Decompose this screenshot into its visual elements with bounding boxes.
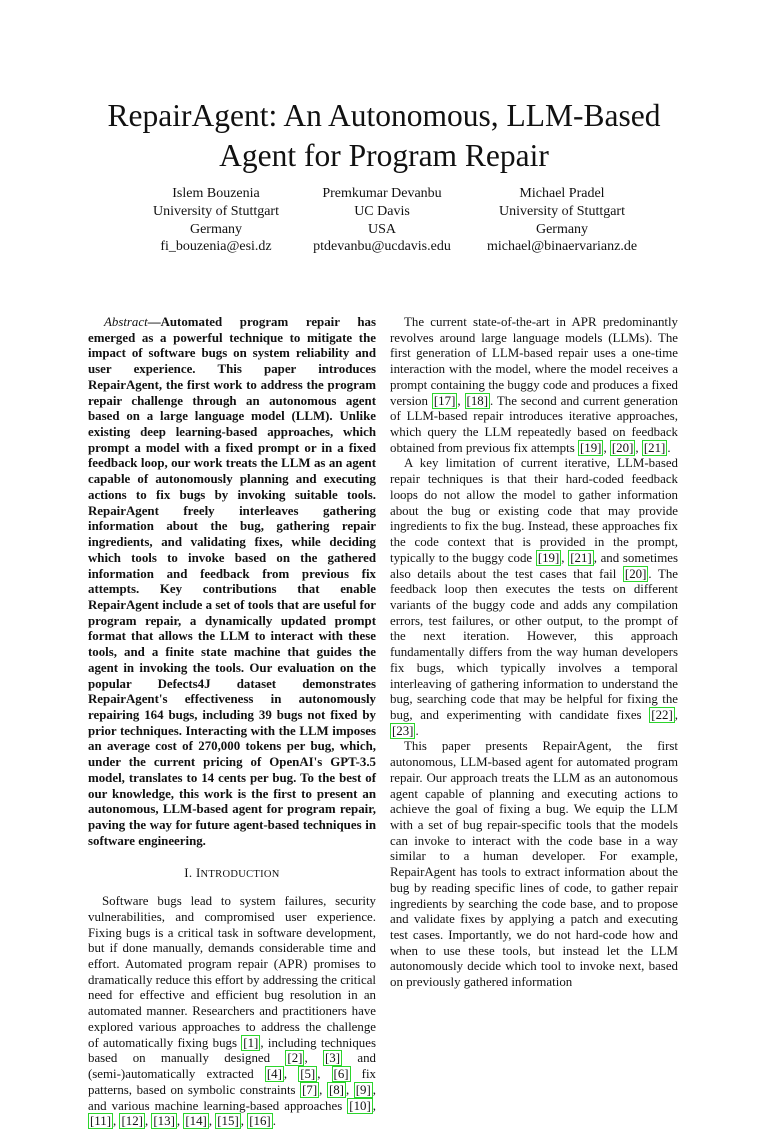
citation-link[interactable]: [9] xyxy=(355,1082,371,1097)
citation-link[interactable]: [7] xyxy=(302,1082,318,1097)
citation-link[interactable]: [14] xyxy=(185,1114,207,1129)
section-initial: I xyxy=(195,866,201,881)
citation-link[interactable]: [20] xyxy=(624,566,647,581)
author-affiliation: University of Stuttgart xyxy=(499,203,625,219)
author-2 xyxy=(282,185,482,256)
section-heading-introduction xyxy=(88,866,376,883)
section-title-rest: NTRODUCTION xyxy=(200,869,280,881)
citation-link[interactable]: [21] xyxy=(643,440,666,455)
citation-link[interactable]: [18] xyxy=(466,393,489,408)
right-paragraph-1: The current state-of-the-art in APR predominantly revolves around large language models (LLMs). The first generation of LLM-based repair uses a one-time interaction with the model, where the model receives a prompt containing the buggy code and produces a fixed version [17] , [18] . The second and current generation of LLM-based repair introduces iterative approaches, which query the LLM repeatedly based on feedback obtained from previous fix attempts [19] , [20] , [21] . xyxy=(390,315,679,455)
author-email: ptdevanbu@ucdavis.edu xyxy=(313,239,451,255)
paper-title xyxy=(60,96,708,176)
intro-paragraph-1: Software bugs lead to system failures, security vulnerabilities, and compromised user experience. Fixing bugs is a critical task in software development, but if done manually, demands considerable time and effort. Automated program repair (APR) promises to dramatically reduce this effort by addressing the critical need for effective and efficient bug resolution in an automated manner. Researchers and practitioners have explored various approaches to address the challenge of automatically fixing bugs [1] , including techniques based on manually designed [2] , [3] and (semi-)automatically extracted [4] , [5] , [6] fix patterns, based on symbolic constraints [7] , [8] , [9] , and various machine learning-based approaches [10] , [11] , [12] , [13] , [14] , [15] , [16] . xyxy=(88,894,377,1129)
author-email: michael@binaervarianz.de xyxy=(486,239,638,255)
citation-link[interactable]: [1] xyxy=(243,1035,259,1050)
abstract-label: Abstract xyxy=(104,315,148,329)
author-country: USA xyxy=(367,221,396,237)
author-name: Premkumar Devanbu xyxy=(322,186,442,201)
right-paragraph-3: This paper presents RepairAgent, the first autonomous, LLM-based agent for automated program repair. Our approach treats the LLM as an autonomous agent capable of planning and executing actions to achieve the goal of fixing a bug. We equip the LLM with a set of bug repair-specific tools that the models can invoke to interact with the code base in a way similar to a human developer. For example, RepairAgent has tools to extract information about the bug by reading specific lines of code, to gather repair ingredients by searching the code base, and to propose and validate fixes by applying a patch and executing test cases. Importantly, we do not hard-code how and when to use these tools, but instead let the LLM autonomously decide which tool to invoke next, based on previously gathered information xyxy=(390,739,678,990)
citation-link[interactable]: [16] xyxy=(249,1114,271,1129)
author-country: Germany xyxy=(535,221,589,237)
citation-link[interactable]: [20] xyxy=(611,440,634,455)
citation-link[interactable]: [19] xyxy=(579,440,602,455)
citation-link[interactable]: [21] xyxy=(570,550,592,565)
citation-link[interactable]: [23] xyxy=(392,723,414,738)
citation-link[interactable]: [22] xyxy=(651,707,673,722)
author-affiliation: University of Stuttgart xyxy=(153,203,279,219)
abstract-text: —Automated program repair has emerged as a powerful technique to mitigate the impact of software bugs on system reliability and user experience. This paper introduces RepairAgent, the first work to address the program repair challenge through an autonomous agent based on a large language model (LLM). Unlike existing deep learning-based approaches, which prompt a model with a fixed prompt or in a fixed feedback loop, our work treats the LLM as an agent capable of autonomously planning and executing actions to fix bugs by invoking suitable tools. RepairAgent freely interleaves gathering information about the bug, gathering repair ingredients, and validating fixes, while deciding which tools to invoke based on the gathered information and feedback from previous fix attempts. Key contributions that enable RepairAgent include a set of tools that are useful for program repair, a dynamically updated prompt format that allows the LLM to interact with these tools, and a finite state machine that guides the agent in invoking the tools. Our evaluation on the popular Defects4J dataset demonstrates RepairAgent's effectiveness in autonomously repairing 164 bugs, including 39 bugs not fixed by prior techniques. Interacting with the LLM imposes an average cost of 270,000 tokens per bug, which, under the current pricing of OpenAI's GPT-3.5 model, translates to 14 cents per bug. To the best of our knowledge, this work is the first to present an autonomous, LLM-based agent for program repair, paving the way for future agent-based techniques in software engineering. xyxy=(88,315,376,848)
author-3 xyxy=(462,185,662,256)
author-block xyxy=(0,185,768,265)
right-paragraph-2: A key limitation of current iterative, LLM-based repair techniques is that their hard-coded feedback loops do not allow the model to gather information about the bug or existing code that may provide ingredients to fix the bug. Instead, these approaches fix the code context that is provided in the prompt, typically to the buggy code [19] , [21] , and sometimes also details about the test cases that fail [20] . The feedback loop then executes the tests on different variants of the buggy code and adds any compilation errors, test failures, or other output, to the prompt of the next iteration. However, this approach fundamentally differs from the way human developers fix bugs, which typically involves a temporal interleaving of gathering information to understand the bug, searching code that may be helpful for fixing the bug, and experimenting with candidate fixes [22] , [23] . xyxy=(390,456,679,738)
citation-link[interactable]: [3] xyxy=(325,1051,341,1066)
citation-link[interactable]: [6] xyxy=(333,1067,349,1082)
citation-link[interactable]: [8] xyxy=(328,1082,344,1097)
citation-link[interactable]: [17] xyxy=(433,393,456,408)
citation-link[interactable]: [10] xyxy=(349,1098,371,1113)
citation-link[interactable]: [2] xyxy=(287,1051,303,1066)
author-name: Michael Pradel xyxy=(519,186,605,201)
citation-link[interactable]: [4] xyxy=(266,1067,282,1082)
citation-link[interactable]: [13] xyxy=(153,1114,175,1129)
author-email: fi_bouzenia@esi.dz xyxy=(160,239,272,255)
paper-title-line-1: RepairAgent: An Autonomous, LLM-Based xyxy=(107,98,661,133)
citation-link[interactable]: [12] xyxy=(121,1114,143,1129)
author-country: Germany xyxy=(189,221,243,237)
citation-link[interactable]: [11] xyxy=(90,1114,111,1129)
abstract xyxy=(88,315,376,849)
author-name: Islem Bouzenia xyxy=(172,186,260,201)
citation-link[interactable]: [15] xyxy=(217,1114,239,1129)
citation-link[interactable]: [5] xyxy=(300,1067,316,1082)
section-number: I. xyxy=(184,866,193,881)
citation-link[interactable]: [19] xyxy=(537,550,560,565)
left-column xyxy=(88,315,376,1130)
right-column xyxy=(390,315,678,991)
author-affiliation: UC Davis xyxy=(354,203,410,219)
paper-title-line-2: Agent for Program Repair xyxy=(219,138,549,173)
